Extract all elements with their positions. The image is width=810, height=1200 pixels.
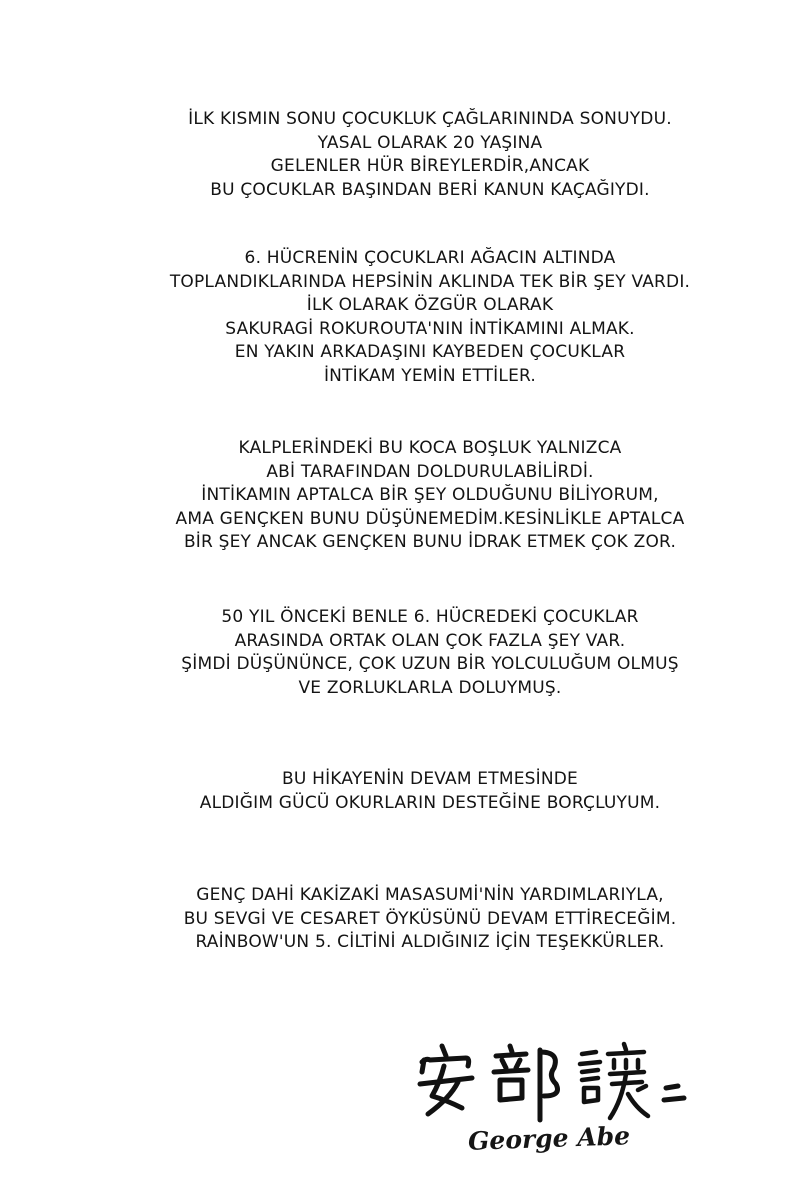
text-line: BU SEVGİ VE CESARET ÖYKÜSÜNÜ DEVAM ETTİRECEĞİM.	[183, 908, 677, 929]
paragraph-3	[0, 437, 810, 555]
text-line: GELENLER HÜR BİREYLERDİR,ANCAK	[270, 156, 590, 176]
kanji-character	[420, 1046, 472, 1114]
text-line: 50 YIL ÖNCEKİ BENLE 6. HÜCREDEKİ ÇOCUKLAR	[221, 607, 639, 627]
kanji-character	[580, 1044, 648, 1118]
kanji-character	[494, 1046, 558, 1120]
text-line: ŞİMDİ DÜŞÜNÜNCE, ÇOK UZUN BİR YOLCULUĞUM OLMUŞ	[181, 654, 679, 674]
paragraph-6	[0, 884, 810, 955]
text-line: RAİNBOW'UN 5. CİLTİNİ ALDIĞINIZ İÇİN TEŞEKKÜRLER.	[195, 932, 665, 952]
text-line: TOPLANDIKLARINDA HEPSİNİN AKLINDA TEK BİR ŞEY VARDI.	[169, 271, 691, 292]
kanji-character	[664, 1086, 684, 1100]
text-line: 6. HÜCRENİN ÇOCUKLARI AĞACIN ALTINDA	[244, 248, 616, 268]
text-line: GENÇ DAHİ KAKİZAKİ MASASUMİ'NİN YARDIMLARIYLA,	[196, 885, 664, 905]
text-line: KALPLERİNDEKİ BU KOCA BOŞLUK YALNIZCA	[238, 438, 622, 458]
text-line: İNTİKAM YEMİN ETTİLER.	[323, 365, 537, 386]
text-line: İNTİKAMIN APTALCA BİR ŞEY OLDUĞUNU BİLİYORUM,	[201, 485, 659, 505]
text-line: BU ÇOCUKLAR BAŞINDAN BERİ KANUN KAÇAĞIYDI.	[210, 179, 650, 200]
text-line: SAKURAGİ ROKUROUTA'NIN İNTİKAMINI ALMAK.	[225, 318, 635, 339]
text-line: ARASINDA ORTAK OLAN ÇOK FAZLA ŞEY VAR.	[234, 630, 626, 651]
paragraph-1	[0, 108, 810, 202]
text-line: EN YAKIN ARKADAŞINI KAYBEDEN ÇOCUKLAR	[234, 342, 626, 362]
paragraph-5	[0, 768, 810, 815]
text-line: ALDIĞIM GÜCÜ OKURLARIN DESTEĞİNE BORÇLUYUM.	[199, 792, 661, 813]
text-line: VE ZORLUKLARLA DOLUYMUŞ.	[298, 677, 562, 698]
text-line: İLK OLARAK ÖZGÜR OLARAK	[306, 295, 554, 315]
author-signature	[410, 1038, 710, 1188]
text-line: İLK KISMIN SONU ÇOCUKLUK ÇAĞLARININDA SONUYDU.	[188, 109, 672, 129]
paragraph-2	[0, 247, 810, 388]
text-line: YASAL OLARAK 20 YAŞINA	[317, 132, 543, 153]
signature-name: George Abe	[467, 1121, 631, 1156]
paragraph-4	[0, 606, 810, 700]
text-line: ABİ TARAFINDAN DOLDURULABİLİRDİ.	[266, 461, 594, 482]
kanji-signature	[410, 1038, 710, 1128]
text-line: AMA GENÇKEN BUNU DÜŞÜNEMEDİM.KESİNLİKLE APTALCA	[175, 508, 685, 529]
text-line: BU HİKAYENİN DEVAM ETMESİNDE	[281, 769, 578, 789]
text-line: BİR ŞEY ANCAK GENÇKEN BUNU İDRAK ETMEK ÇOK ZOR.	[183, 532, 677, 552]
